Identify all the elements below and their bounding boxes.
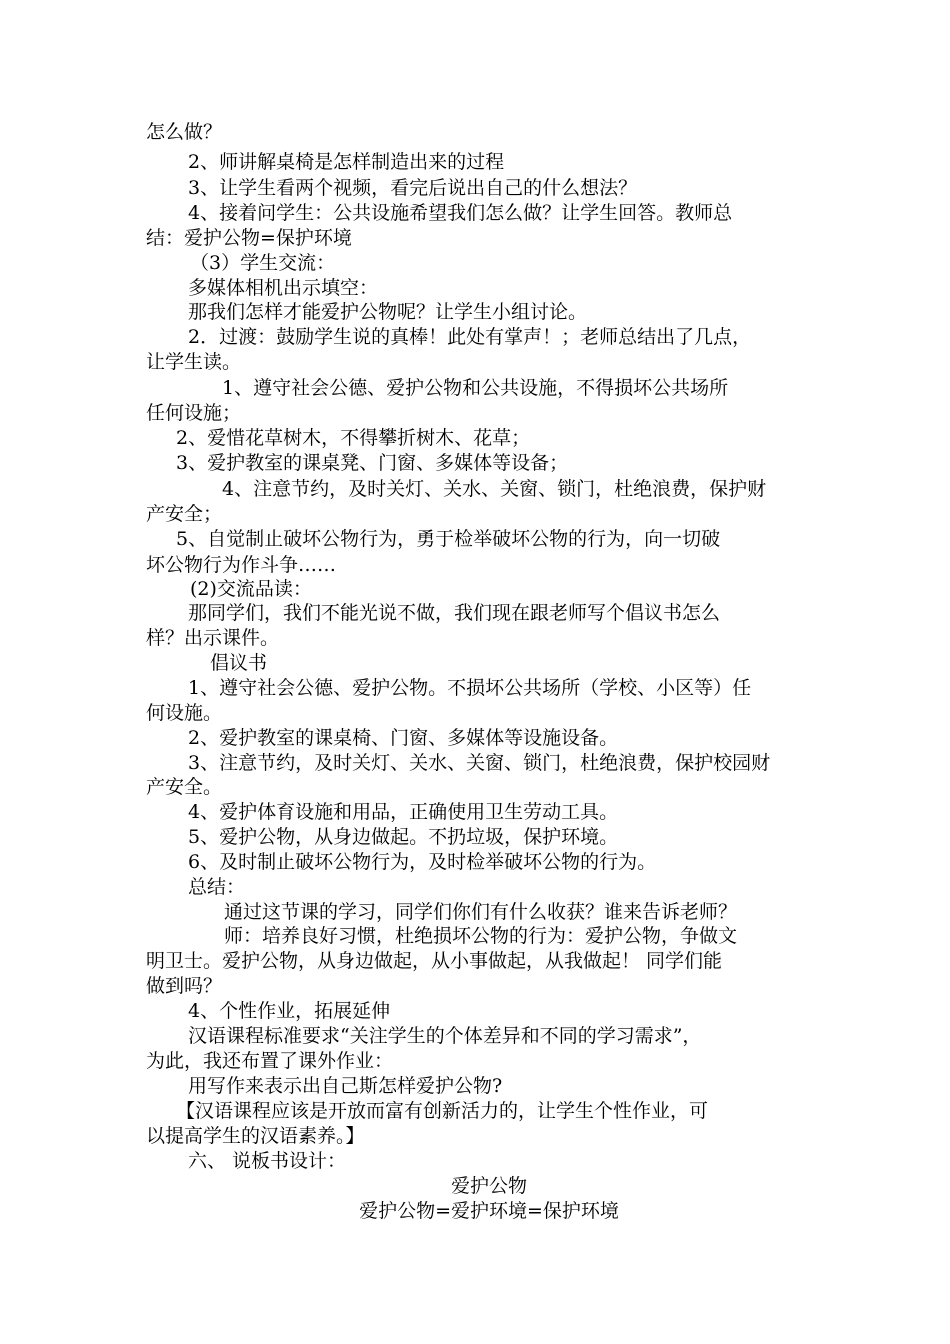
text-line: 1、遵守社会公德、爱护公物和公共设施，不得损坏公共场所 [222, 377, 729, 399]
text-line: 3、让学生看两个视频，看完后说出自己的什么想法？ [188, 177, 638, 199]
text-line: 那同学们，我们不能光说不做，我们现在跟老师写个倡议书怎么 [188, 602, 721, 624]
text-line: 1、遵守社会公德、爱护公物。不损坏公共场所（学校、小区等）任 [188, 677, 752, 699]
text-line: 坏公物行为作斗争…… [146, 554, 337, 576]
text-line: 那我们怎样才能爱护公物呢？让学生小组讨论。 [188, 301, 588, 323]
text-line: 汉语课程标准要求“关注学生的个体差异和不同的学习需求”， [188, 1025, 702, 1047]
text-line: 六、 说板书设计： [188, 1150, 347, 1172]
text-line: 做到吗？ [146, 975, 223, 997]
text-line: 5、爱护公物，从身边做起。不扔垃圾，保护环境。 [188, 826, 619, 848]
text-line: 4、接着问学生：公共设施希望我们怎么做？让学生回答。教师总 [188, 202, 733, 224]
text-line: 4、个性作业，拓展延伸 [188, 1000, 391, 1022]
text-line: 以提高学生的汉语素养。】 [146, 1125, 365, 1147]
text-line: (2)交流品读： [190, 578, 312, 600]
text-line: 任何设施； [146, 402, 242, 424]
text-line: 【汉语课程应该是开放而富有创新活力的，让学生个性作业，可 [176, 1100, 709, 1122]
text-line: 让学生读。 [146, 351, 242, 373]
board-title: 爱护公物 [450, 1175, 527, 1197]
text-line: 4、注意节约，及时关灯、关水、关窗、锁门，杜绝浪费，保护财 [222, 478, 767, 500]
text-line: 多媒体相机出示填空： [188, 277, 379, 299]
text-line: 2、爱惜花草树木，不得攀折树木、花草； [176, 427, 531, 449]
text-line: 4、爱护体育设施和用品，正确使用卫生劳动工具。 [188, 801, 619, 823]
text-line: 倡议书 [210, 652, 268, 674]
text-line: 为此，我还布置了课外作业： [146, 1050, 394, 1072]
text-line: 总结： [188, 876, 246, 898]
text-line: 产安全。 [146, 776, 223, 798]
text-line: 何设施。 [146, 702, 223, 724]
text-line: 3、注意节约，及时关灯、关水、关窗、锁门，杜绝浪费，保护校园财 [188, 752, 771, 774]
text-line: 用写作来表示出自己斯怎样爱护公物? [188, 1075, 503, 1097]
text-line: （3）学生交流： [190, 252, 336, 274]
text-line: 产安全； [146, 503, 223, 525]
board-formula: 爱护公物=爱护环境=保护环境 [359, 1200, 619, 1222]
text-line: 2、师讲解桌椅是怎样制造出来的过程 [188, 151, 505, 173]
text-line: 5、自觉制止破坏公物行为，勇于检举破坏公物的行为，向一切破 [176, 528, 721, 550]
text-line: 6、及时制止破坏公物行为，及时检举破坏公物的行为。 [188, 851, 657, 873]
text-line: 样？出示课件。 [146, 627, 280, 649]
text-line: 2．过渡：鼓励学生说的真棒！此处有掌声！；老师总结出了几点， [188, 326, 752, 348]
text-line: 结：爱护公物=保护环境 [146, 227, 352, 249]
text-line: 怎么做？ [146, 121, 223, 143]
text-line: 明卫士。爱护公物，从身边做起，从小事做起，从我做起！ 同学们能 [146, 950, 723, 972]
text-line: 3、爱护教室的课桌凳、门窗、多媒体等设备； [176, 452, 569, 474]
text-line: 师：培养良好习惯，杜绝损坏公物的行为：爱护公物，争做文 [224, 925, 738, 947]
text-line: 通过这节课的学习，同学们你们有什么收获？谁来告诉老师？ [224, 901, 738, 923]
text-line: 2、爱护教室的课桌椅、门窗、多媒体等设施设备。 [188, 727, 619, 749]
